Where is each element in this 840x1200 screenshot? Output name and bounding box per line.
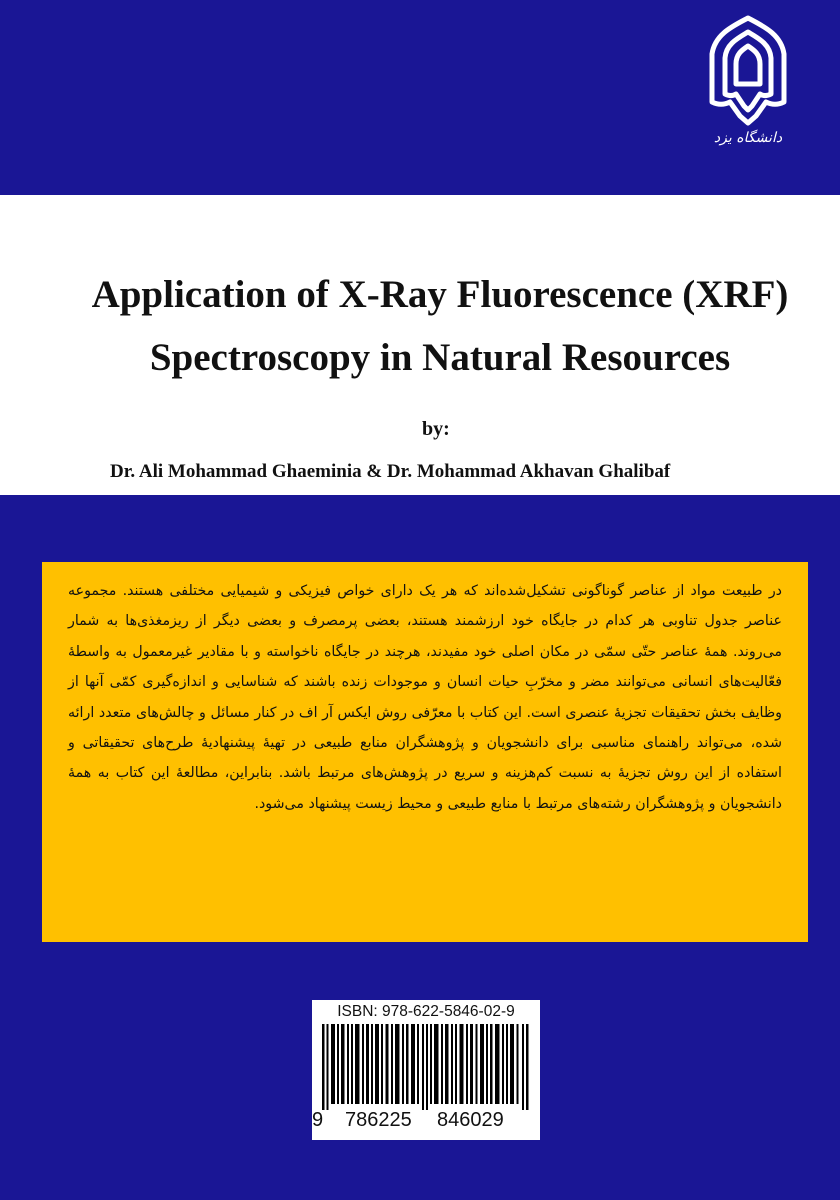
isbn-digit-first: 9 <box>312 1109 324 1131</box>
barcode-bars <box>320 1024 532 1110</box>
abstract-text: در طبیعت مواد از عناصر گوناگونی تشکیل‌شده‌اند که هر یک دارای خواص فیزیکی و شیمیایی مختلفی هستند. مجموعه عناصر جدول تناوبی هر کدام در جایگاه خود ارزشمند هستند، بعضی پرمصرف و بعضی دیگر از ریزمغذی‌ها به شمار می‌روند. همهٔ عناصر حتّی سمّی در مکان اصلی خود مفیدند، هرچند در جایگاه ناخواسته و با مقادیر غیرمعمول به واسطهٔ فعّالیت‌های انسانی می‌توانند مضر و مخرّبِ حیات انسان و موجودات زنده باشند که شناسایی و اندازه‌گیری کمّی آنها از وظایف بخش تحقیقات تجزیهٔ عنصری است. این کتاب با معرّفی روش ایکس آر اف در کنار مسائل و چالش‌های متعدد ارائه شده، می‌تواند راهنمای مناسبی برای دانشجویان و پژوهشگران منابع طبیعی در تهیهٔ پیشنهادیهٔ طرح‌های تحقیقاتی و استفاده از این روش تجزیهٔ به نسبت کم‌هزینه و سریع در پژوهش‌های مرتبط باشد. بنابراین، مطالعهٔ این کتاب به همهٔ دانشجویان و پژوهشگران رشته‌های مرتبط با منابع طبیعی و محیط زیست پیشنهاد می‌شود. <box>68 583 782 812</box>
authors: Dr. Ali Mohammad Ghaeminia & Dr. Mohammad Akhavan Ghalibaf <box>110 461 671 482</box>
university-name: دانشگاه یزد <box>713 130 783 146</box>
book-title-line-1: Application of X-Ray Fluorescence (XRF) <box>91 273 789 316</box>
isbn-barcode <box>312 1000 540 1140</box>
university-emblem-icon <box>706 12 790 152</box>
book-title-line-2: Spectroscopy in Natural Resources <box>149 336 731 379</box>
abstract-box <box>42 562 808 942</box>
isbn-digits-right: 846029 <box>437 1109 504 1131</box>
by-label: by: <box>422 418 450 440</box>
isbn-digits-left: 786225 <box>345 1109 412 1131</box>
isbn-label: ISBN: 978-622-5846-02-9 <box>337 1003 515 1020</box>
